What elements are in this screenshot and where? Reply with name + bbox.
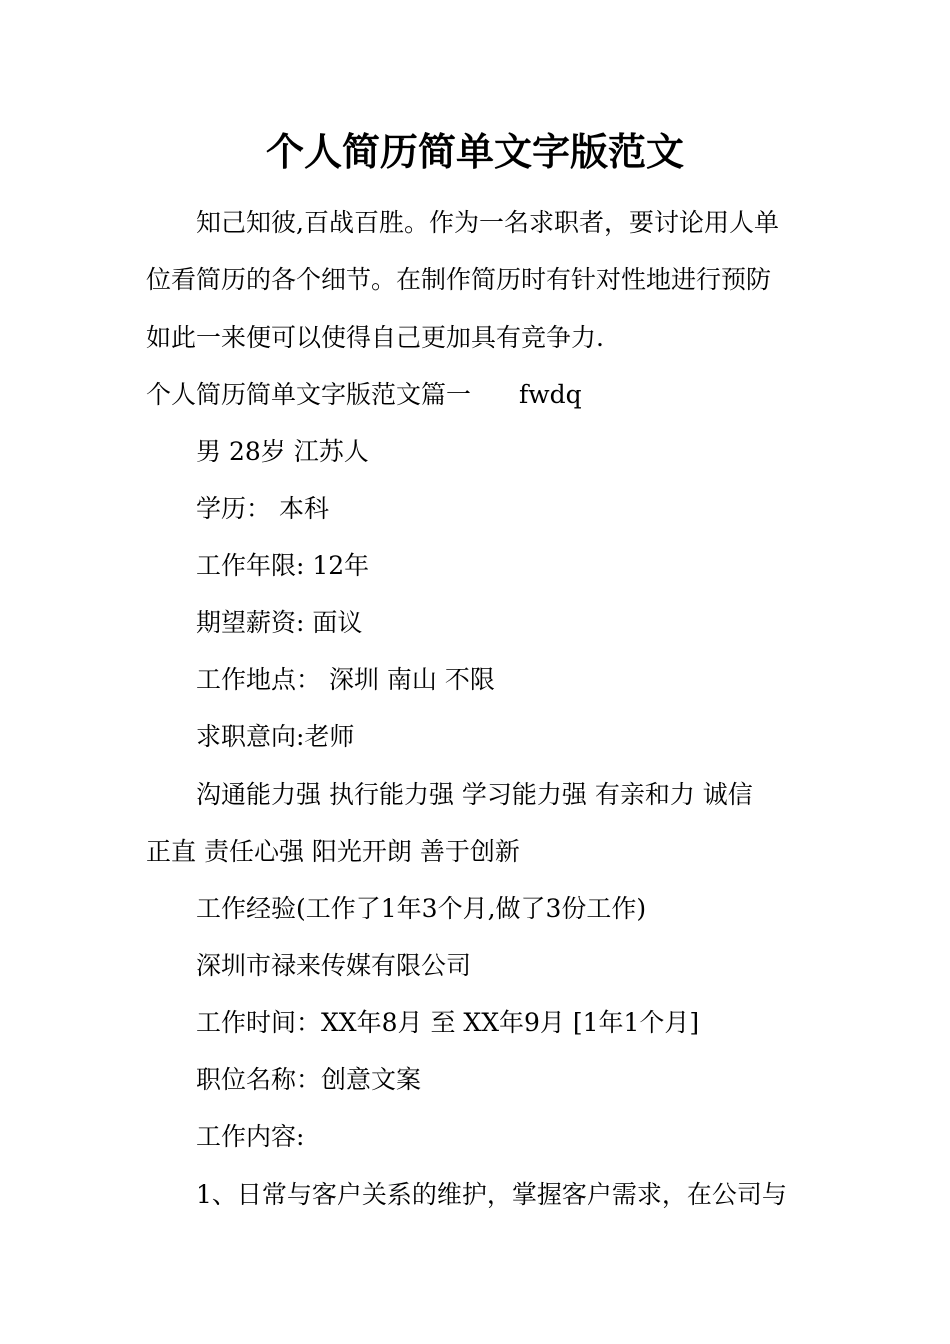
intro-line-1: 知己知彼,百战百胜。作为一名求职者，要讨论用人单 [196,208,779,237]
section-tag: fwdq [519,380,582,409]
experience-summary: 工作经验(工作了1年3个月,做了3份工作) [196,894,647,923]
duties-label: 工作内容: [196,1122,305,1151]
job-intent: 求职意向:老师 [196,722,355,751]
strengths-line-1: 沟通能力强 执行能力强 学习能力强 有亲和力 诚信 [196,780,753,809]
work-period: 工作时间：XX年8月 至 XX年9月 [1年1个月] [196,1008,700,1037]
expected-salary: 期望薪资: 面议 [196,608,363,637]
strengths-line-2: 正直 责任心强 阳光开朗 善于创新 [146,837,520,866]
document-title: 个人简历简单文字版范文 [265,129,684,174]
section-heading-row [146,375,582,415]
education: 学历： 本科 [196,494,329,523]
intro-line-3: 如此一来便可以使得自己更加具有竞争力. [146,323,604,352]
position-title: 职位名称：创意文案 [196,1065,422,1094]
company-name: 深圳市禄来传媒有限公司 [196,951,472,980]
work-location: 工作地点： 深圳 南山 不限 [196,665,495,694]
work-years: 工作年限: 12年 [196,551,370,580]
basic-info: 男 28岁 江苏人 [196,437,369,466]
duty-item-1: 1、日常与客户关系的维护，掌握客户需求，在公司与 [196,1180,787,1209]
section-heading: 个人简历简单文字版范文篇一 [146,380,472,409]
intro-line-2: 位看简历的各个细节。在制作简历时有针对性地进行预防 [146,265,772,294]
